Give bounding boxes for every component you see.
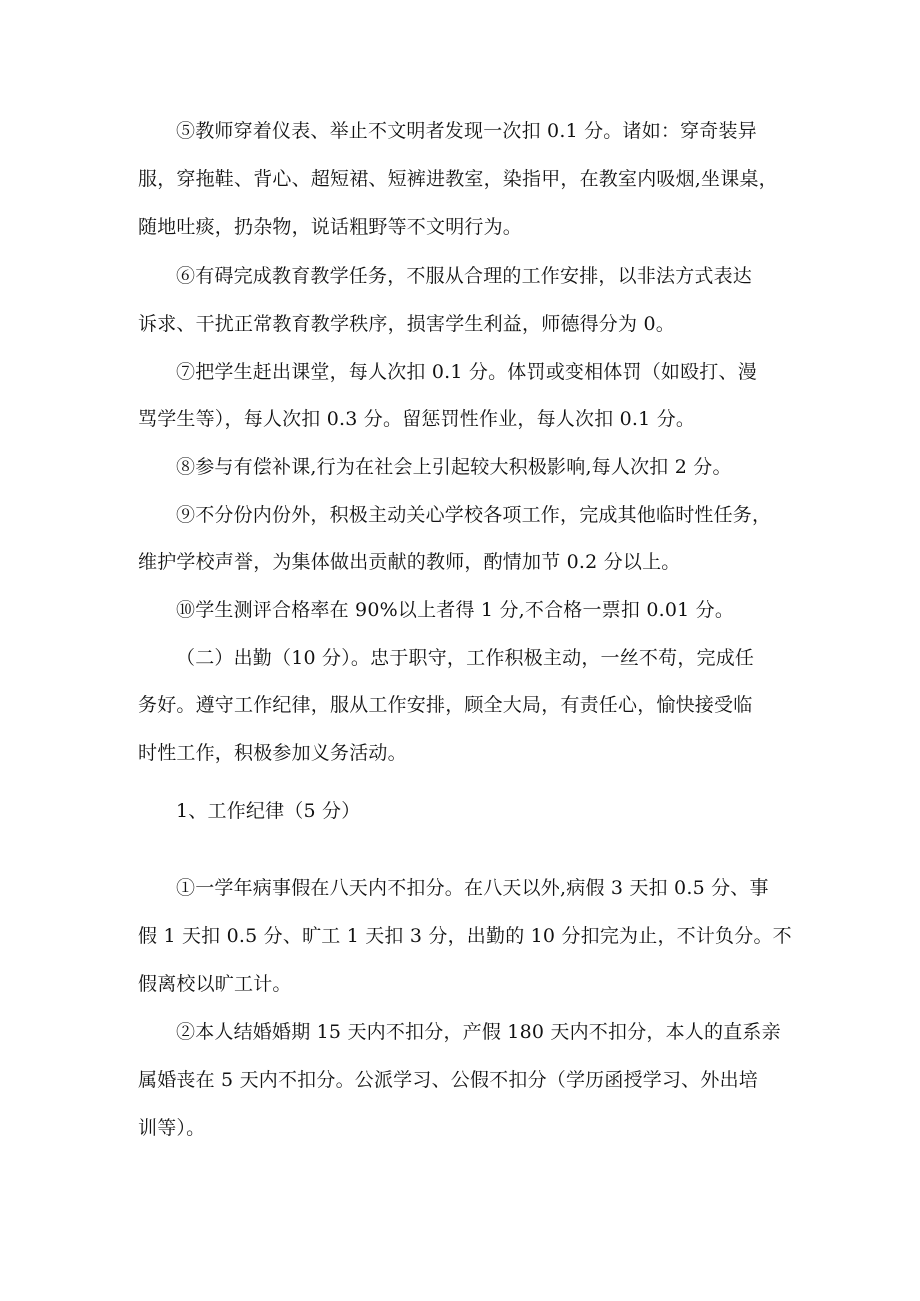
paragraph-line: ⑨不分份内份外，积极主动关心学校各项工作，完成其他临时性任务， xyxy=(176,504,772,526)
paragraph-line: 务好。遵守工作纪律，服从工作安排，顾全大局，有责任心，愉快接受临 xyxy=(138,694,753,716)
paragraph-line: 随地吐痰，扔杂物，说话粗野等不文明行为。 xyxy=(138,216,523,238)
paragraph-line: 维护学校声誉，为集体做出贡献的教师，酌情加节 0.2 分以上。 xyxy=(138,551,681,573)
paragraph-line: 时性工作，积极参加义务活动。 xyxy=(138,742,407,764)
paragraph-line: 假离校以旷工计。 xyxy=(138,973,292,995)
paragraph-line: ②本人结婚婚期 15 天内不扣分，产假 180 天内不扣分，本人的直系亲 xyxy=(176,1021,781,1043)
paragraph-line: ⑦把学生赶出课堂，每人次扣 0.1 分。体罚或变相体罚（如殴打、漫 xyxy=(176,361,757,383)
paragraph-line: 诉求、干扰正常教育教学秩序，损害学生利益，师德得分为 0。 xyxy=(138,313,675,335)
section-heading: （二）出勤（10 分）。忠于职守，工作积极主动，一丝不苟，完成任 xyxy=(176,647,755,669)
paragraph-line: 属婚丧在 5 天内不扣分。公派学习、公假不扣分（学历函授学习、外出培 xyxy=(138,1069,758,1091)
subsection-heading: 1、工作纪律（5 分） xyxy=(176,800,361,822)
paragraph-line: 假 1 天扣 0.5 分、旷工 1 天扣 3 分，出勤的 10 分扣完为止，不计负分。不 xyxy=(138,925,792,947)
paragraph-line: 骂学生等），每人次扣 0.3 分。留惩罚性作业，每人次扣 0.1 分。 xyxy=(138,408,696,430)
paragraph-line: ⑥有碍完成教育教学任务，不服从合理的工作安排，以非法方式表达 xyxy=(176,265,753,287)
paragraph-line: 训等）。 xyxy=(138,1117,206,1139)
paragraph-line: ⑩学生测评合格率在 90%以上者得 1 分,不合格一票扣 0.01 分。 xyxy=(176,599,735,621)
paragraph-line: ⑤教师穿着仪表、举止不文明者发现一次扣 0.1 分。诸如：穿奇装异 xyxy=(176,120,757,142)
paragraph-line: ①一学年病事假在八天内不扣分。在八天以外,病假 3 天扣 0.5 分、事 xyxy=(176,877,769,899)
paragraph-line: ⑧参与有偿补课,行为在社会上引起较大积极影响,每人次扣 2 分。 xyxy=(176,456,732,478)
paragraph-line: 服，穿拖鞋、背心、超短裙、短裤进教室，染指甲，在教室内吸烟,坐课桌， xyxy=(138,168,778,190)
